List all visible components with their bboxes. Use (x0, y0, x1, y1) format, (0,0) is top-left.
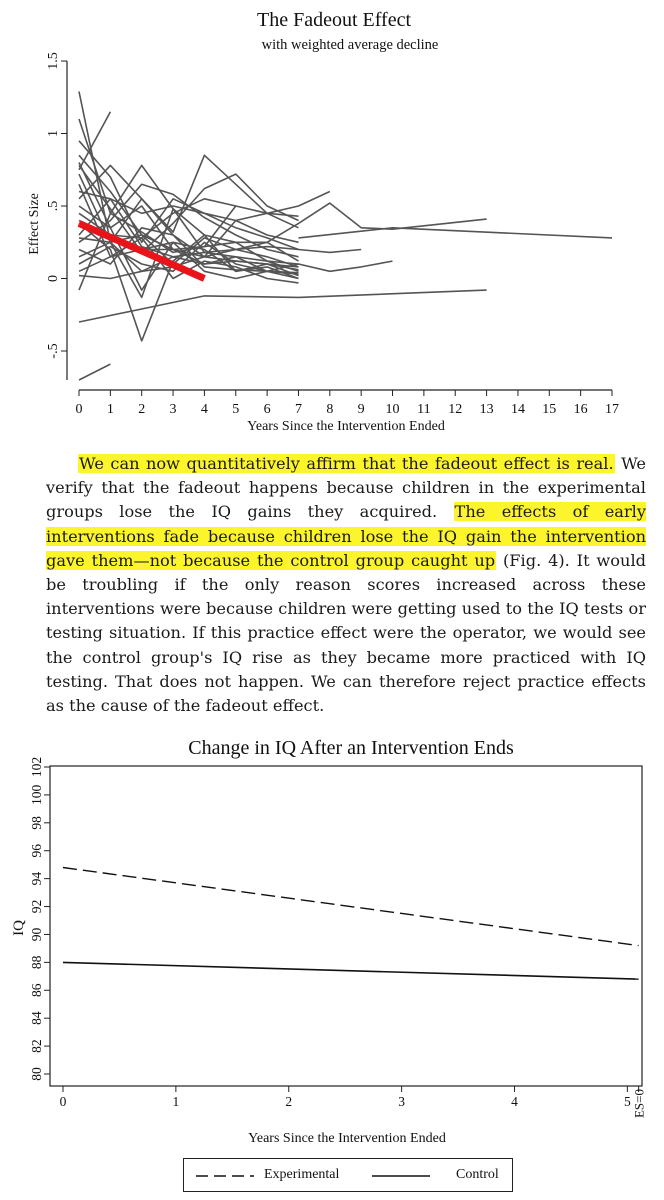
paragraph-text (46, 452, 646, 718)
chart2-es0-label: ES=0 (631, 1089, 647, 1119)
chart2-ytick-label: 98 (29, 816, 44, 830)
chart2-ytick-label: 80 (29, 1067, 44, 1081)
chart1-xtick-label: 16 (573, 402, 588, 417)
legend-control-label: Control (456, 1167, 499, 1182)
chart2-ytick-label: 88 (29, 955, 44, 970)
chart2-plot-frame (50, 766, 642, 1086)
chart1-xtick-label: 4 (200, 402, 208, 417)
chart1-series-study-25 (299, 228, 613, 238)
chart2-ytick-label: 102 (29, 756, 44, 778)
chart2-ytick-label: 96 (29, 843, 44, 858)
chart2-legend (183, 1158, 513, 1192)
chart1-xtick-label: 17 (605, 402, 619, 417)
chart1-ytick-label: -.5 (46, 343, 61, 359)
chart1-xtick-label: 6 (263, 402, 271, 417)
chart1-xtick-label: 9 (357, 402, 365, 417)
chart2-xtick-label: 0 (59, 1094, 67, 1109)
chart1-ytick-label: 1.5 (46, 52, 61, 70)
chart1-xtick-label: 14 (510, 402, 525, 417)
chart1-xtick-label: 8 (326, 402, 334, 417)
iq-change-chart (0, 732, 664, 1158)
chart2-xtick-label: 3 (398, 1094, 405, 1109)
chart1-xtick-label: 13 (479, 402, 494, 417)
chart2-ytick-label: 84 (29, 1011, 44, 1025)
chart1-subtitle: with weighted average decline (261, 37, 439, 53)
chart1-ytick-label: .5 (46, 200, 61, 212)
body-text-segment: We verify that the fadeout happens because children in the experimental groups lose the IQ gains they acquired. (46, 454, 647, 522)
chart2-title: Change in IQ After an Intervention Ends (188, 737, 514, 759)
chart2-ytick-label: 94 (29, 871, 44, 886)
chart2-ylabel: IQ (11, 920, 27, 936)
chart1-title: The Fadeout Effect (256, 9, 412, 31)
body-text-segment: (Fig. 4). It would be troubling if the only reason scores increased across these interventions were because children were getting used to the IQ tests or testing situation. If this practice effect were the operator, we would see the control group's IQ rise as they became more practiced with IQ testing. That does not happen. We can therefore reject practice effects as the cause of the fadeout effect. (46, 550, 646, 716)
chart1-xtick-label: 7 (294, 402, 302, 417)
chart1-ytick-label: 0 (46, 275, 61, 282)
chart1-xtick-label: 3 (169, 402, 177, 417)
chart1-ytick-label: 1 (46, 130, 61, 137)
chart1-xtick-label: 12 (448, 402, 463, 417)
chart1-xtick-label: 0 (75, 402, 83, 417)
chart1-xtick-label: 5 (232, 402, 240, 417)
chart1-xtick-label: 2 (138, 402, 146, 417)
chart1-series-study-20 (79, 112, 110, 170)
chart2-xlabel: Years Since the Intervention Ended (248, 1131, 446, 1146)
legend-experimental-label: Experimental (264, 1167, 340, 1182)
chart2-ytick-label: 86 (29, 983, 44, 998)
chart2-ytick-label: 92 (29, 899, 44, 914)
chart1-xtick-label: 10 (385, 402, 400, 417)
chart2-ytick-label: 82 (29, 1039, 44, 1053)
chart1-series-study-27 (79, 364, 110, 380)
chart1-xlabel: Years Since the Intervention Ended (247, 419, 445, 434)
chart1-ylabel: Effect Size (27, 193, 42, 255)
chart1-xtick-label: 15 (542, 402, 557, 417)
body-paragraph (46, 452, 646, 718)
chart2-xtick-label: 2 (285, 1094, 293, 1109)
chart1-xtick-label: 11 (417, 402, 431, 417)
chart2-xtick-label: 1 (172, 1094, 180, 1109)
chart2-xtick-label: 5 (623, 1094, 631, 1109)
chart2-series-experimental (63, 868, 639, 946)
highlighted-sentence: The effects of early interventions fade because children lose the IQ gain the intervention gave them—not because the control group caught up (46, 502, 646, 570)
chart2-xtick-label: 4 (511, 1094, 518, 1109)
chart2-ytick-label: 100 (29, 784, 44, 806)
fadeout-effect-chart (0, 0, 664, 440)
chart2-series-control (63, 962, 639, 979)
chart1-xtick-label: 1 (106, 402, 114, 417)
highlighted-sentence: We can now quantitatively affirm that the fadeout effect is real. (79, 454, 614, 473)
chart2-ytick-label: 90 (29, 927, 44, 942)
